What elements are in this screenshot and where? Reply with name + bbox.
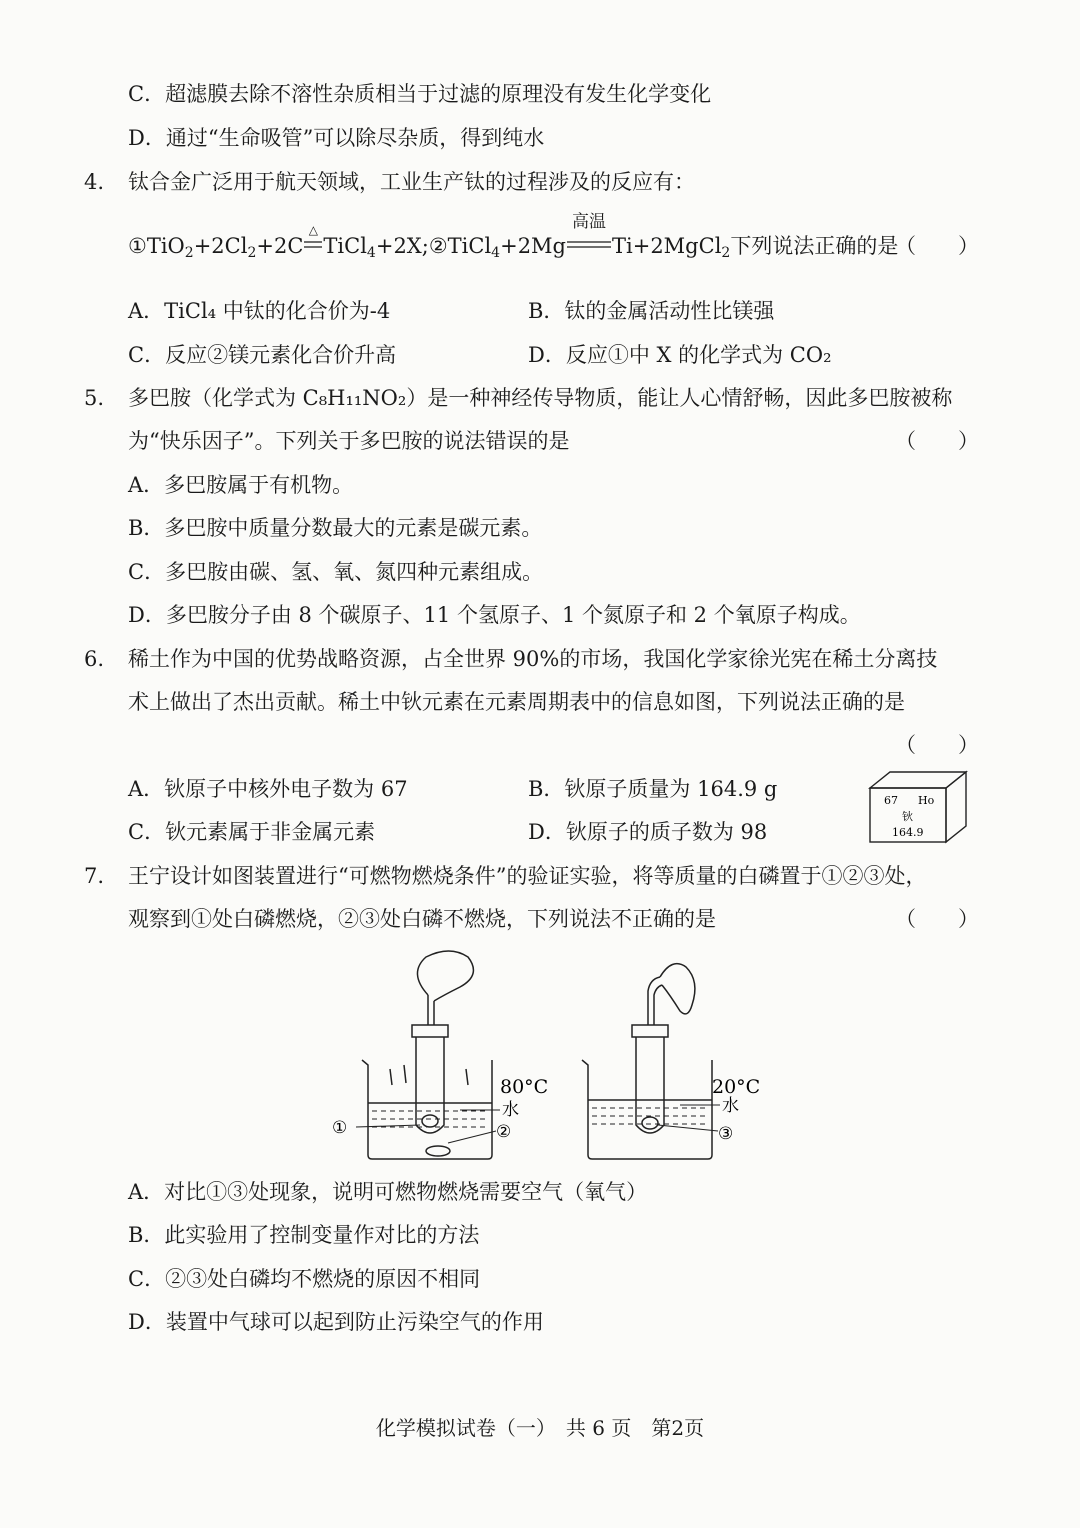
q4-option-a: A．TiCl₄ 中钛的化合价为-4 bbox=[128, 299, 391, 323]
r2-rhs-a: Ti+2MgCl bbox=[612, 234, 722, 258]
q6-answer-paren: （ ） bbox=[895, 733, 979, 757]
q7-stem-line1: 王宁设计如图装置进行“可燃物燃烧条件”的验证实验，将等质量的白磷置于①②③处， bbox=[128, 864, 927, 888]
q5-option-a: A．多巴胺属于有机物。 bbox=[128, 473, 354, 497]
equals-sign bbox=[303, 239, 323, 251]
left-stopper bbox=[412, 1025, 448, 1037]
cell-atomic-number: 67 bbox=[884, 794, 898, 807]
periodic-cell-figure bbox=[862, 768, 974, 848]
q7-number: 7. bbox=[84, 864, 105, 888]
r1-lhs-b: +2Cl bbox=[193, 234, 248, 258]
q6-option-c: C．钬元素属于非金属元素 bbox=[128, 820, 376, 844]
q4-answer-paren: （ ） bbox=[895, 234, 979, 258]
label-2: ② bbox=[496, 1122, 512, 1142]
sub: 2 bbox=[184, 245, 194, 261]
reaction-1-marker: ① bbox=[128, 234, 147, 258]
right-test-tube bbox=[636, 1037, 664, 1133]
q4-stem: 钛合金广泛用于航天领域，工业生产钛的过程涉及的反应有： bbox=[128, 170, 695, 194]
q6-stem-line1: 稀土作为中国的优势战略资源，占全世界 90%的市场，我国化学家徐光宪在稀土分离技 bbox=[128, 647, 938, 671]
q3-option-d: D．通过“生命吸管”可以除尽杂质，得到纯水 bbox=[128, 126, 545, 150]
q5-stem-line1: 多巴胺（化学式为 C₈H₁₁NO₂）是一种神经传导物质，能让人心情舒畅，因此多巴胺被称 bbox=[128, 386, 953, 410]
r1-rhs-a: TiCl bbox=[323, 234, 367, 258]
right-beaker bbox=[582, 1060, 712, 1159]
reaction-2-marker: ② bbox=[428, 234, 448, 258]
q6-number: 6. bbox=[84, 647, 105, 671]
q7-option-c: C．②③处白磷均不燃烧的原因不相同 bbox=[128, 1267, 481, 1291]
right-stopper bbox=[632, 1025, 668, 1037]
q4-number: 4. bbox=[84, 170, 105, 194]
page-footer: 化学模拟试卷（一） 共 6 页 第2页 bbox=[375, 1416, 705, 1440]
r2-lhs-b: +2Mg bbox=[500, 234, 566, 258]
q6-stem-line2: 术上做出了杰出贡献。稀土中钬元素在元素周期表中的信息如图，下列说法正确的是 bbox=[128, 690, 905, 714]
cell-element-name: 钬 bbox=[902, 810, 913, 823]
q7-option-b: B．此实验用了控制变量作对比的方法 bbox=[128, 1223, 480, 1247]
q6-option-b: B．钬原子质量为 164.9 g bbox=[528, 777, 778, 801]
phosphorus-2 bbox=[426, 1146, 450, 1156]
label-3: ③ bbox=[718, 1124, 734, 1144]
combustion-experiment-figure bbox=[320, 945, 780, 1170]
q6-option-a: A．钬原子中核外电子数为 67 bbox=[128, 777, 408, 801]
sub: 2 bbox=[721, 245, 731, 261]
r1-lhs-a: TiO bbox=[146, 234, 185, 258]
reaction-1-condition bbox=[303, 223, 323, 257]
cell-atomic-mass: 164.9 bbox=[892, 826, 924, 839]
q4-reaction-equations bbox=[128, 212, 899, 261]
q5-option-b: B．多巴胺中质量分数最大的元素是碳元素。 bbox=[128, 516, 543, 540]
reaction-2-condition bbox=[566, 212, 612, 257]
q5-number: 5. bbox=[84, 386, 105, 410]
r1-lhs-c: +2C bbox=[256, 234, 304, 258]
q4-option-c: C．反应②镁元素化合价升高 bbox=[128, 343, 397, 367]
label-1: ① bbox=[332, 1118, 348, 1138]
high-temp-condition: 高温 bbox=[572, 212, 606, 232]
right-temperature: 20°C bbox=[712, 1076, 761, 1098]
sub: 4 bbox=[491, 245, 501, 261]
q4-option-d: D．反应①中 X 的化学式为 CO₂ bbox=[528, 343, 832, 367]
equals-sign bbox=[566, 239, 612, 251]
phosphorus-3 bbox=[642, 1117, 658, 1129]
q7-stem-line2: 观察到①处白磷燃烧，②③处白磷不燃烧，下列说法不正确的是 bbox=[128, 907, 716, 931]
cell-element-symbol: Ho bbox=[918, 794, 935, 807]
q4-option-b: B．钛的金属活动性比镁强 bbox=[528, 299, 775, 323]
q7-option-d: D．装置中气球可以起到防止污染空气的作用 bbox=[128, 1310, 544, 1334]
r1-rhs-b: +2X; bbox=[375, 234, 429, 258]
sub: 4 bbox=[366, 245, 376, 261]
q6-option-d: D．钬原子的质子数为 98 bbox=[528, 820, 768, 844]
q5-stem-line2: 为“快乐因子”。下列关于多巴胺的说法错误的是 bbox=[128, 429, 570, 453]
q4-tail: 下列说法正确的是 bbox=[730, 234, 899, 258]
q3-option-c: C．超滤膜去除不溶性杂质相当于过滤的原理没有发生化学变化 bbox=[128, 82, 712, 106]
left-temperature: 80°C bbox=[500, 1076, 549, 1098]
phosphorus-1 bbox=[422, 1115, 438, 1127]
sub: 2 bbox=[247, 245, 257, 261]
q5-option-d: D．多巴胺分子由 8 个碳原子、11 个氢原子、1 个氮原子和 2 个氧原子构成。 bbox=[128, 603, 861, 627]
q7-answer-paren: （ ） bbox=[895, 907, 979, 931]
right-balloon bbox=[660, 964, 695, 1014]
right-water-label: 水 bbox=[722, 1096, 739, 1116]
r2-lhs-a: TiCl bbox=[447, 234, 492, 258]
left-balloon bbox=[417, 951, 473, 1001]
left-water-label: 水 bbox=[502, 1100, 519, 1120]
q7-option-a: A．对比①③处现象，说明可燃物燃烧需要空气（氧气） bbox=[128, 1180, 648, 1204]
q5-option-c: C．多巴胺由碳、氢、氧、氮四种元素组成。 bbox=[128, 560, 544, 584]
heat-condition: △ bbox=[308, 223, 319, 237]
q5-answer-paren: （ ） bbox=[895, 429, 979, 453]
